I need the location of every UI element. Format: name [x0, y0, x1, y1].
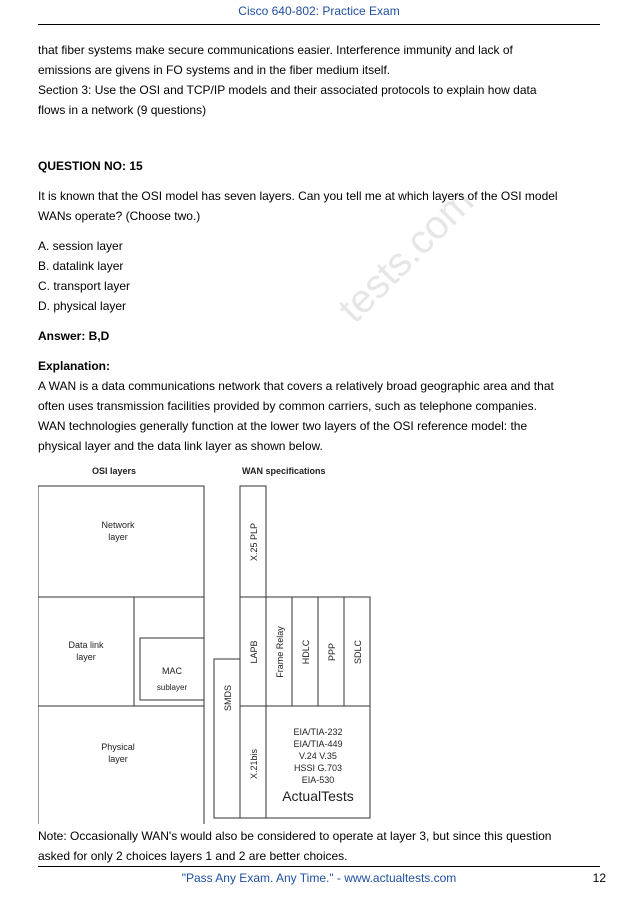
osi-wan-diagram — [38, 462, 378, 824]
mac-label: MAC — [162, 666, 182, 676]
frame-relay-label: Frame Relay — [275, 626, 285, 678]
header-rule — [38, 24, 600, 25]
diagram-watermark: ActualTests — [282, 788, 354, 804]
intro-line: flows in a network (9 questions) — [38, 103, 207, 117]
datalink-label: Data link — [68, 640, 104, 650]
phys-spec-1: EIA/TIA-232 — [293, 727, 343, 737]
intro-line: emissions are givens in FO systems and in the fiber medium itself. — [38, 63, 391, 77]
physical-label-2: layer — [108, 754, 128, 764]
network-label: Network — [101, 520, 135, 530]
option-c: C. transport layer — [38, 279, 131, 293]
physical-label: Physical — [101, 742, 135, 752]
phys-spec-2: EIA/TIA-449 — [293, 739, 343, 749]
option-a: A. session layer — [38, 239, 123, 253]
smds-box — [214, 659, 240, 818]
question-text: WANs operate? (Choose two.) — [38, 209, 201, 223]
page-content — [38, 40, 603, 456]
answer: Answer: B,D — [38, 329, 110, 343]
explanation-heading: Explanation: — [38, 359, 111, 373]
phys-spec-5: EIA-530 — [301, 775, 335, 785]
sdlc-label: SDLC — [353, 639, 363, 665]
note-line: asked for only 2 choices layers 1 and 2 are better choices. — [38, 849, 348, 863]
wan-title: WAN specifications — [242, 466, 326, 476]
explanation-line: WAN technologies generally function at the lower two layers of the OSI reference model: the — [38, 419, 528, 433]
explanation-line: often uses transmission facilities provided by common carriers, such as telephone companies. — [38, 399, 537, 413]
option-b: B. datalink layer — [38, 259, 124, 273]
note — [38, 826, 603, 866]
phys-spec-3: V.24 V.35 — [299, 751, 337, 761]
option-d: D. physical layer — [38, 299, 127, 313]
x25-label: X.25 PLP — [249, 522, 259, 562]
x21-label: X.21bis — [249, 748, 259, 780]
intro-line: Section 3: Use the OSI and TCP/IP models and their associated protocols to explain how data — [38, 83, 537, 97]
footer-rule — [38, 866, 600, 867]
phys-spec-4: HSSI G.703 — [293, 763, 343, 773]
note-line: Note: Occasionally WAN's would also be considered to operate at layer 3, but since this question — [38, 829, 552, 843]
watermark-text: tests.com — [330, 178, 483, 332]
page-number: 12 — [592, 871, 606, 885]
question-text: It is known that the OSI model has seven layers. Can you tell me at which layers of the OSI model — [38, 189, 558, 203]
page-header: Cisco 640-802: Practice Exam — [238, 4, 400, 18]
hdlc-label: HDLC — [301, 639, 311, 665]
page-footer: "Pass Any Exam. Any Time." - www.actualtests.com — [181, 871, 457, 885]
ppp-label: PPP — [327, 642, 337, 662]
network-label-2: layer — [108, 532, 128, 542]
lapb-x21-box — [240, 597, 266, 818]
mac-label-2: sublayer — [156, 683, 188, 692]
explanation-line: A WAN is a data communications network that covers a relatively broad geographic area and that — [38, 379, 554, 393]
osi-title: OSI layers — [92, 466, 137, 476]
diagram-svg — [38, 462, 378, 824]
smds-label: SMDS — [223, 684, 233, 712]
intro-line: that fiber systems make secure communications easier. Interference immunity and lack of — [38, 43, 513, 57]
datalink-label-2: layer — [76, 652, 96, 662]
question-heading: QUESTION NO: 15 — [38, 159, 143, 173]
explanation-line: physical layer and the data link layer as shown below. — [38, 439, 323, 453]
lapb-label: LAPB — [249, 640, 259, 664]
